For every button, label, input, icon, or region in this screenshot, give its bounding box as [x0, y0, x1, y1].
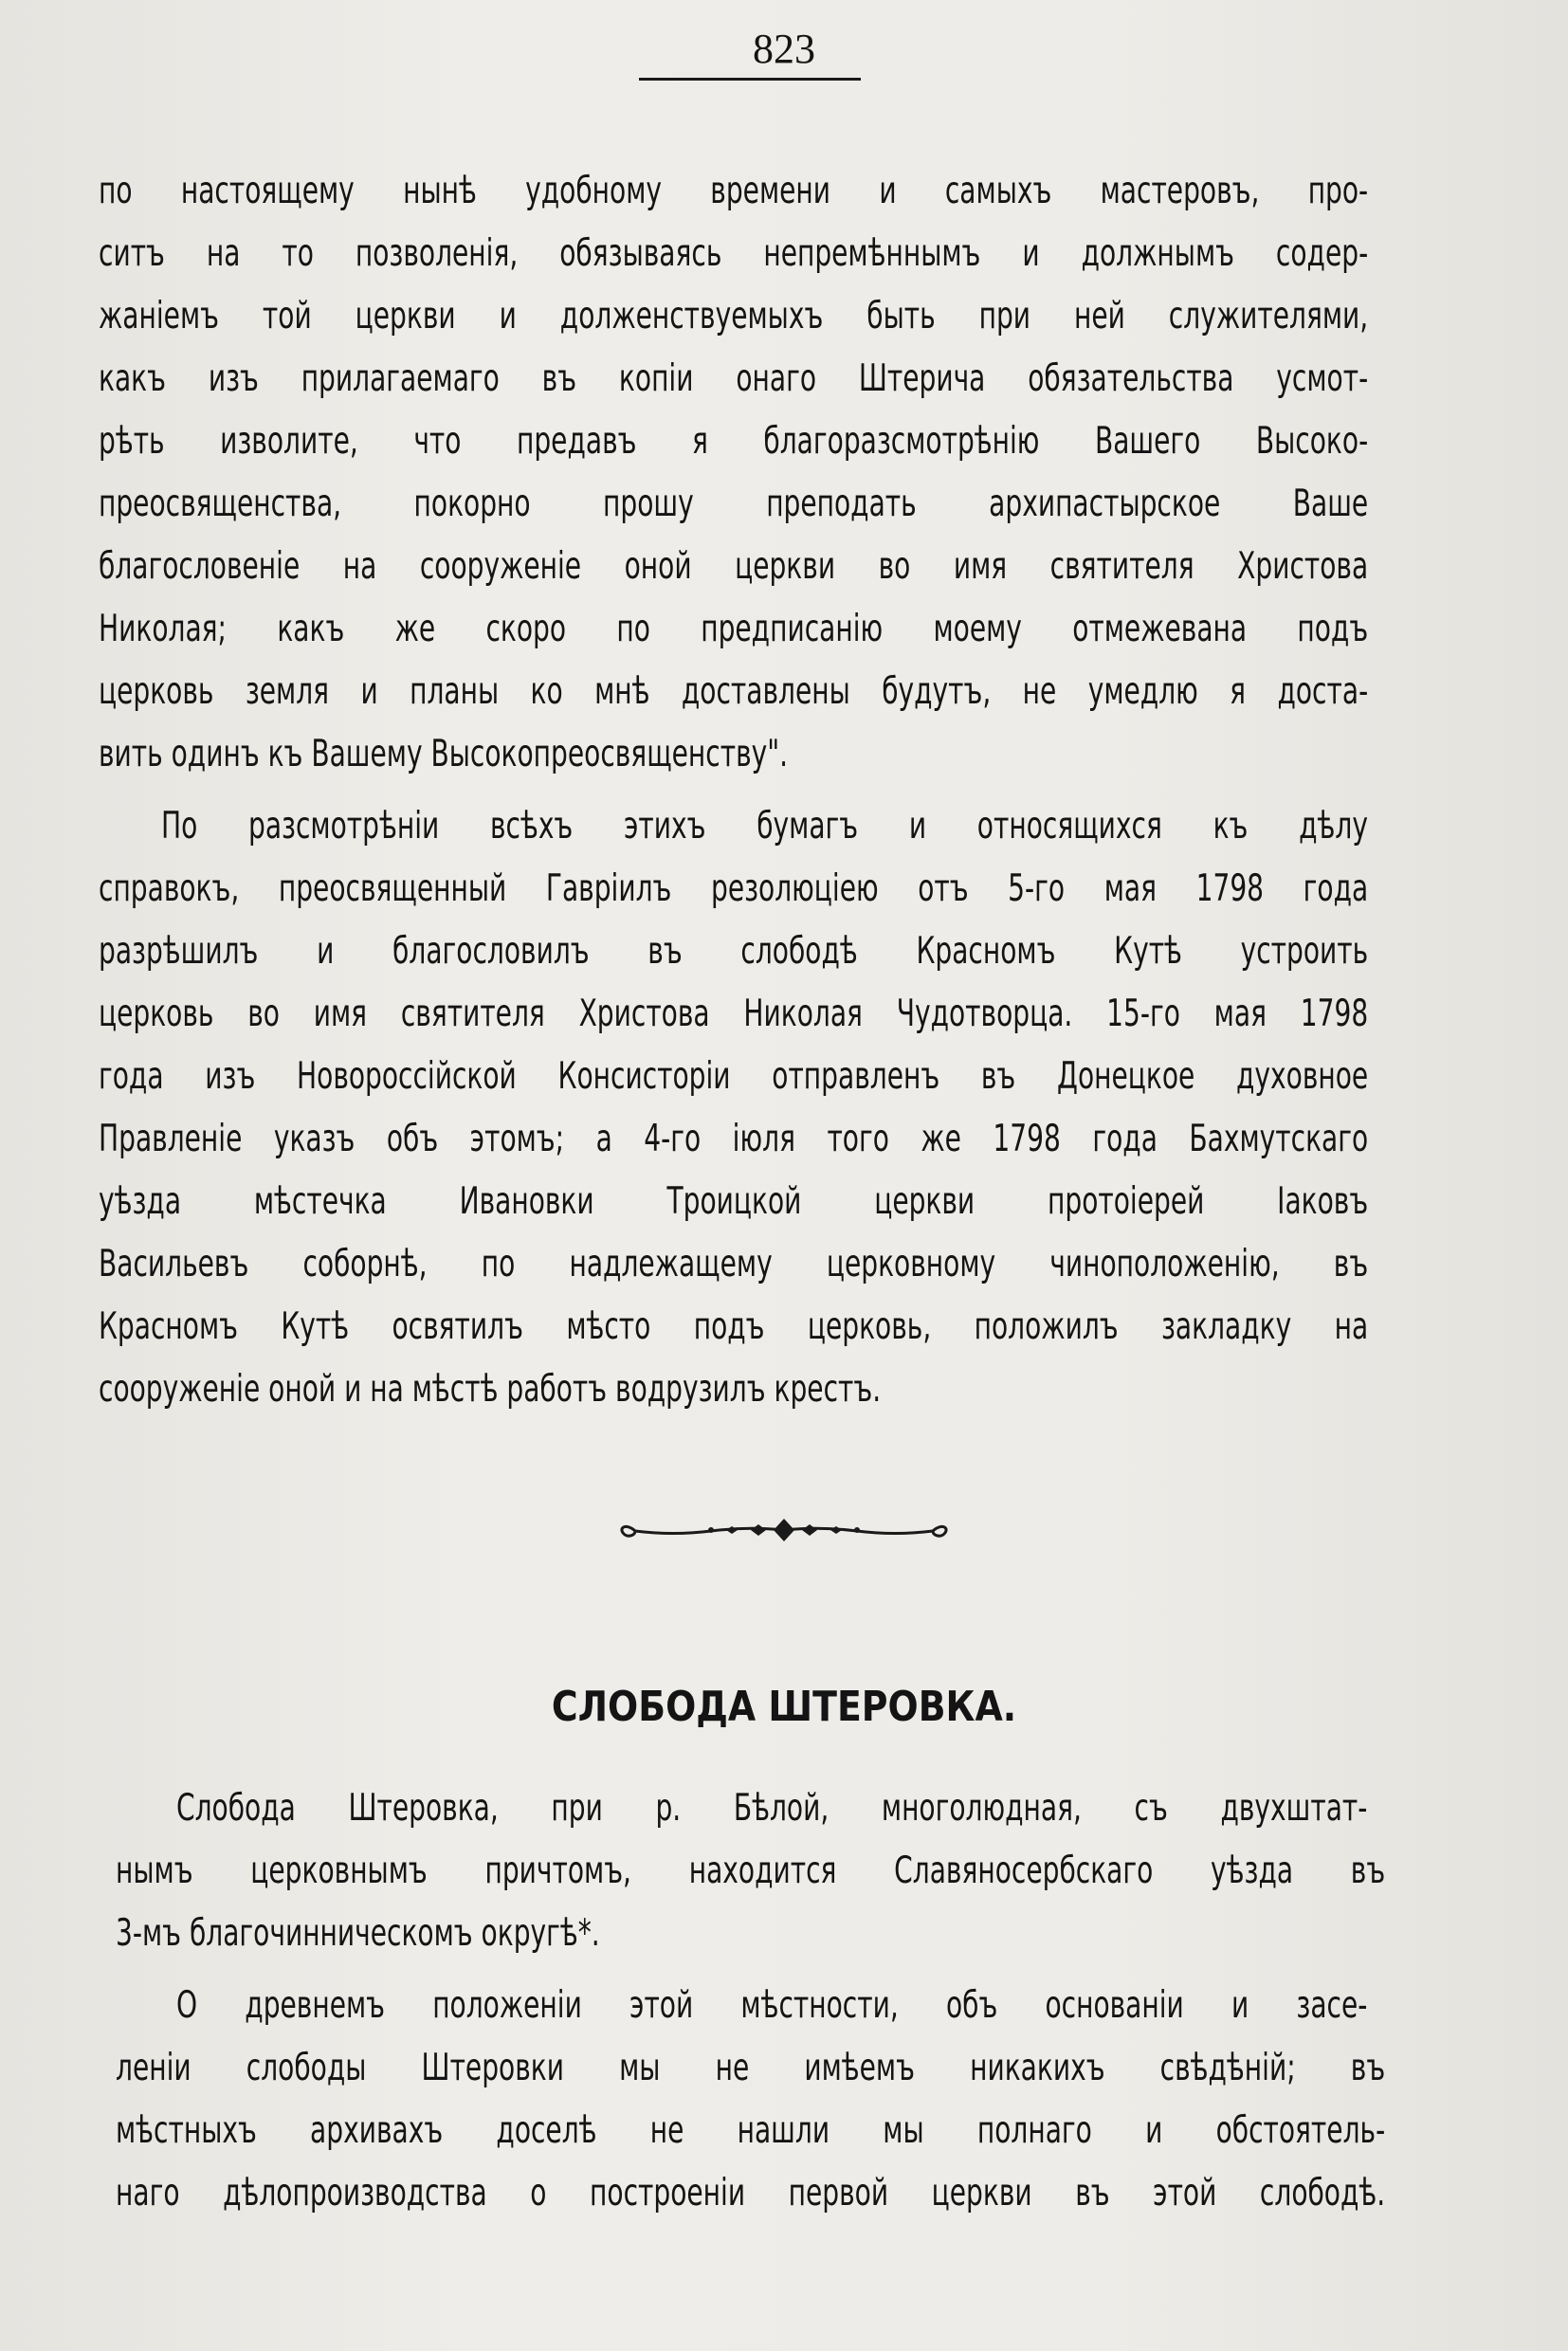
text-line: Николая; какъ же скоро по предписанію моему отмежевана подъ [99, 608, 1369, 650]
text-line: церковь во имя святителя Христова Николая Чудотворца. 15-го мая 1798 [99, 993, 1369, 1035]
text-line: разрѣшилъ и благословилъ въ слободѣ Красномъ Кутѣ устроить [99, 930, 1369, 973]
text-line: По разсмотрѣніи всѣхъ этихъ бумагъ и относящихся къ дѣлу [161, 805, 1368, 847]
text-line: мѣстныхъ архивахъ доселѣ не нашли мы полнаго и обстоятель- [116, 2109, 1386, 2152]
text-line: жаніемъ той церкви и долженствуемыхъ быть при ней служителями, [99, 295, 1369, 337]
page-number-rule [639, 78, 861, 81]
text-line: какъ изъ прилагаемаго въ копіи онаго Штерича обязательства усмот- [99, 357, 1369, 400]
text-line: церковь земля и планы ко мнѣ доставлены будутъ, не умедлю я доста- [99, 670, 1369, 713]
text-line: благословеніе на сооруженіе оной церкви во имя святителя Христова [99, 545, 1369, 588]
text-line: Слобода Штеровка, при р. Бѣлой, многолюдная, съ двухштат- [176, 1787, 1368, 1830]
text-line: вить одинъ къ Вашему Высокопреосвященству". [99, 733, 789, 775]
text-line: леніи слободы Штеровки мы не имѣемъ никакихъ свѣдѣній; въ [116, 2047, 1386, 2089]
text-line: 3-мъ благочинническомъ округѣ*. [116, 1912, 600, 1955]
section-heading: СЛОБОДА ШТЕРОВКА. [551, 1683, 1017, 1731]
text-line: Красномъ Кутѣ освятилъ мѣсто подъ церковь, положилъ закладку на [99, 1305, 1369, 1348]
ornament-divider [616, 1511, 952, 1549]
text-line: по настоящему нынѣ удобному времени и самыхъ мастеровъ, про- [99, 170, 1369, 212]
text-line: Правленіе указъ объ этомъ; а 4-го іюля того же 1798 года Бахмутскаго [99, 1118, 1369, 1160]
text-line: справокъ, преосвященный Гавріилъ резолюціею отъ 5-го мая 1798 года [99, 867, 1369, 910]
text-line: сооруженіе оной и на мѣстѣ работъ водрузилъ крестъ. [99, 1368, 882, 1411]
text-line: нымъ церковнымъ причтомъ, находится Славяносербскаго уѣзда въ [116, 1850, 1386, 1892]
text-line: рѣть изволите, что предавъ я благоразсмотрѣнію Вашего Высоко- [99, 420, 1369, 463]
text-line: Васильевъ соборнѣ, по надлежащему церковному чиноположенію, въ [99, 1243, 1369, 1285]
text-line: О древнемъ положеніи этой мѣстности, объ основаніи и засе- [176, 1984, 1368, 2027]
page-number: 823 [753, 26, 815, 72]
text-line: наго дѣлопроизводства о построеніи первой церкви въ этой слободѣ. [116, 2172, 1386, 2214]
text-line: преосвященства, покорно прошу преподать архипастырское Ваше [99, 483, 1369, 525]
text-line: года изъ Новороссійской Консисторіи отправленъ въ Донецкое духовное [99, 1055, 1369, 1098]
text-line: уѣзда мѣстечка Ивановки Троицкой церкви протоіерей Іаковъ [99, 1180, 1369, 1223]
text-line: ситъ на то позволенія, обязываясь непремѣннымъ и должнымъ содер- [99, 232, 1369, 275]
